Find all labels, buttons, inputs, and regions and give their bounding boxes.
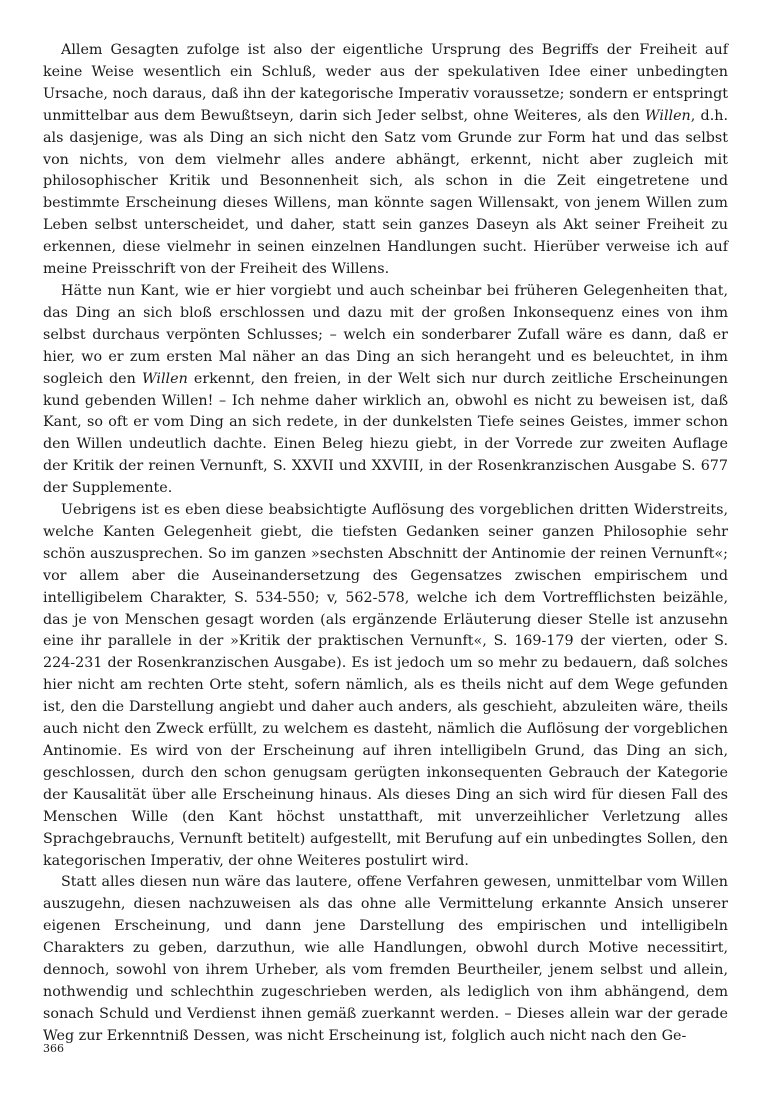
paragraph-1-emphasis: Willen xyxy=(644,107,691,124)
paragraph-1-text-a: Allem Gesagten zufolge ist also der eigentliche Ursprung des Begriffs der Freiheit auf keine Weise wesentlich ein Schluß, weder aus der spekulativen Idee einer unbedingten Ursache, noch daraus, daß ihn der kategorische Imperativ voraussetze; sondern er entspringt unmittelbar aus dem Bewußtseyn, darin sich Jeder selbst, ohne Weiteres, als den xyxy=(43,42,728,124)
paragraph-4-text: Statt alles diesen nun wäre das lautere, offene Verfahren gewesen, unmittelbar vom Willen auszugehn, diesen nachzuweisen als das ohne alle Vermittelung erkannte Ansich unserer eigenen Erscheinung, und dann jene Darstellung des empirischen und intelligibeln Charakters zu geben, darzuthun, wie alle Handlungen, obwohl durch Motive necessitirt, dennoch, sowohl von ihrem Urheber, als vom fremden Beurtheiler, jenem selbst und allein, nothwendig und schlechthin zugeschrieben werden, als lediglich von ihm abhängend, dem sonach Schuld und Verdienst ihnen gemäß zuerkannt werden. – Dieses allein war der gerade Weg zur Erkenntniß Dessen, was nicht Erscheinung ist, folglich auch nicht nach den Ge- xyxy=(43,874,728,1044)
paragraph-4 xyxy=(43,872,728,1047)
page-number: 366 xyxy=(43,1042,64,1055)
paragraph-2 xyxy=(43,281,728,500)
page-body xyxy=(43,40,728,1048)
paragraph-2-emphasis: Willen xyxy=(141,370,188,387)
paragraph-1 xyxy=(43,40,728,281)
paragraph-3-text: Uebrigens ist es eben diese beabsichtigte Auflösung des vorgeblichen dritten Widerstreits, welche Kanten Gelegenheit giebt, die tiefsten Gedanken seiner ganzen Philosophie sehr schön auszusprechen. So im ganzen »sechsten Abschnitt der Antinomie der reinen Vernunft«; vor allem aber die Auseinandersetzung des Gegensatzes zwischen empirischem und intelligibelem Charakter, S. 534-550; v, 562-578, welche ich dem Vortrefflichsten beizähle, das je von Menschen gesagt worden (als ergänzende Erläuterung dieser Stelle ist anzusehn eine ihr parallele in der »Kritik der praktischen Vernunft«, S. 169-179 der vierten, oder S. 224-231 der Rosenkranzischen Ausgabe). Es ist jedoch um so mehr zu bedauern, daß solches hier nicht am rechten Orte steht, sofern nämlich, als es theils nicht auf dem Wege gefunden ist, den die Darstellung angiebt und daher auch anders, als geschieht, abzuleiten wäre, theils auch nicht den Zweck erfüllt, zu welchem es dasteht, nämlich die Auflösung der vorgeblichen Antinomie. Es wird von der Erscheinung auf ihren intelligibeln Grund, das Ding an sich, geschlossen, durch den schon genugsam gerügten inkonsequenten Gebrauch der Kategorie der Kausalität über alle Erscheinung hinaus. Als dieses Ding an sich wird für diesen Fall des Menschen Wille (den Kant höchst unstatthaft, mit unverzeihlicher Verletzung alles Sprachgebrauchs, Vernunft betitelt) aufgestellt, mit Berufung auf ein unbedingtes Sollen, den kategorischen Imperativ, der ohne Weiteres postulirt wird. xyxy=(43,502,728,869)
paragraph-3 xyxy=(43,500,728,872)
paragraph-2-text-b: erkennt, den freien, in der Welt sich nur durch zeitliche Erscheinungen kund gebenden Willen! – Ich nehme daher wirklich an, obwohl es nicht zu beweisen ist, daß Kant, so oft er vom Ding an sich redete, in der dunkelsten Tiefe seines Geistes, immer schon den Willen undeutlich dachte. Einen Beleg hiezu giebt, in der Vorrede zur zweiten Auflage der Kritik der reinen Vernunft, S. XXVII und XXVIII, in der Rosenkranzischen Ausgabe S. 677 der Supplemente. xyxy=(43,370,729,497)
paragraph-1-text-b: , d.h. als dasjenige, was als Ding an sich nicht den Satz vom Grunde zur Form hat und das selbst von nichts, von dem vielmehr alles andere abhängt, erkennt, nicht aber zugleich mit philosophischer Kritik und Besonnenheit sich, als schon in die Zeit eingetretene und bestimmte Erscheinung dieses Willens, man könnte sagen Willensakt, von jenem Willen zum Leben selbst unterscheidet, und daher, statt sein ganzes Daseyn als Akt seiner Freiheit zu erkennen, diese vielmehr in seinen einzelnen Handlungen sucht. Hierüber verweise ich auf meine Preisschrift von der Freiheit des Willens. xyxy=(43,107,728,278)
paragraph-2-text-a: Hätte nun Kant, wie er hier vorgiebt und auch scheinbar bei früheren Gelegenheiten that, das Ding an sich bloß erschlossen und dazu mit der großen Inkonsequenz eines von ihm selbst durchaus verpönten Schlusses; – welch ein sonderbarer Zufall wäre es dann, daß er hier, wo er zum ersten Mal näher an das Ding an sich herangeht und es beleuchtet, in ihm sogleich den xyxy=(43,282,728,387)
